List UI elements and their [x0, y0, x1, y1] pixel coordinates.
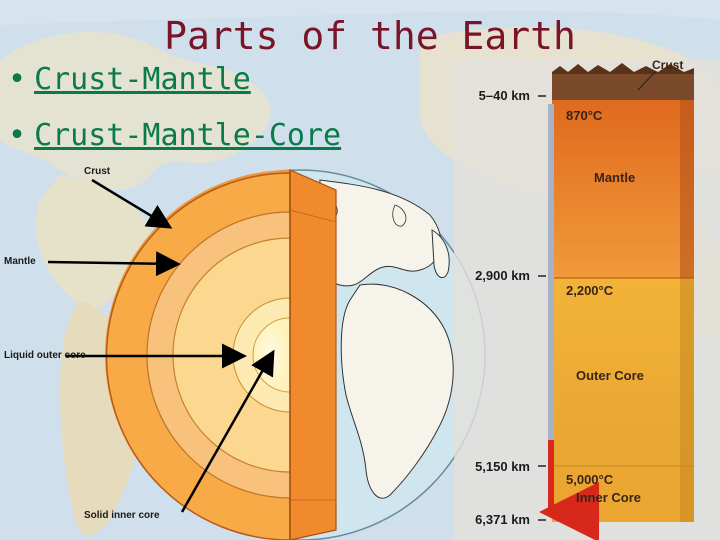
- layer-label-outer-core: Outer Core: [576, 368, 644, 383]
- bullet-item: [8, 118, 341, 153]
- depth-crust-base: 5–40 km: [478, 88, 530, 103]
- mantle-layer: [552, 100, 694, 278]
- globe-label-inner-core: Solid inner core: [84, 510, 160, 521]
- depth-center: 6,371 km: [475, 512, 530, 527]
- slide-title: Parts of the Earth: [164, 14, 576, 58]
- bullet-link-crust-mantle-core[interactable]: Crust-Mantle-Core: [34, 118, 342, 153]
- bullet-marker: •: [8, 118, 27, 153]
- bullet-link-crust-mantle[interactable]: Crust-Mantle: [34, 62, 251, 97]
- depth-mantle-base: 2,900 km: [475, 268, 530, 283]
- column-label-crust: Crust: [652, 58, 684, 72]
- layer-label-inner-core: Inner Core: [576, 490, 642, 505]
- depth-outer-core-base: 5,150 km: [475, 459, 530, 474]
- temp-inner-core: 5,000°C: [566, 472, 614, 487]
- temp-upper-mantle: 870°C: [566, 108, 603, 123]
- globe-label-crust: Crust: [84, 166, 111, 177]
- globe-label-mantle: Mantle: [4, 256, 36, 267]
- globe-label-outer-core: Liquid outer core: [4, 350, 86, 361]
- temp-lower-mantle: 2,200°C: [566, 283, 614, 298]
- bullet-marker: •: [8, 62, 27, 97]
- layer-label-mantle: Mantle: [594, 170, 636, 185]
- crust-layer: [552, 72, 694, 100]
- bullet-item: [8, 62, 251, 97]
